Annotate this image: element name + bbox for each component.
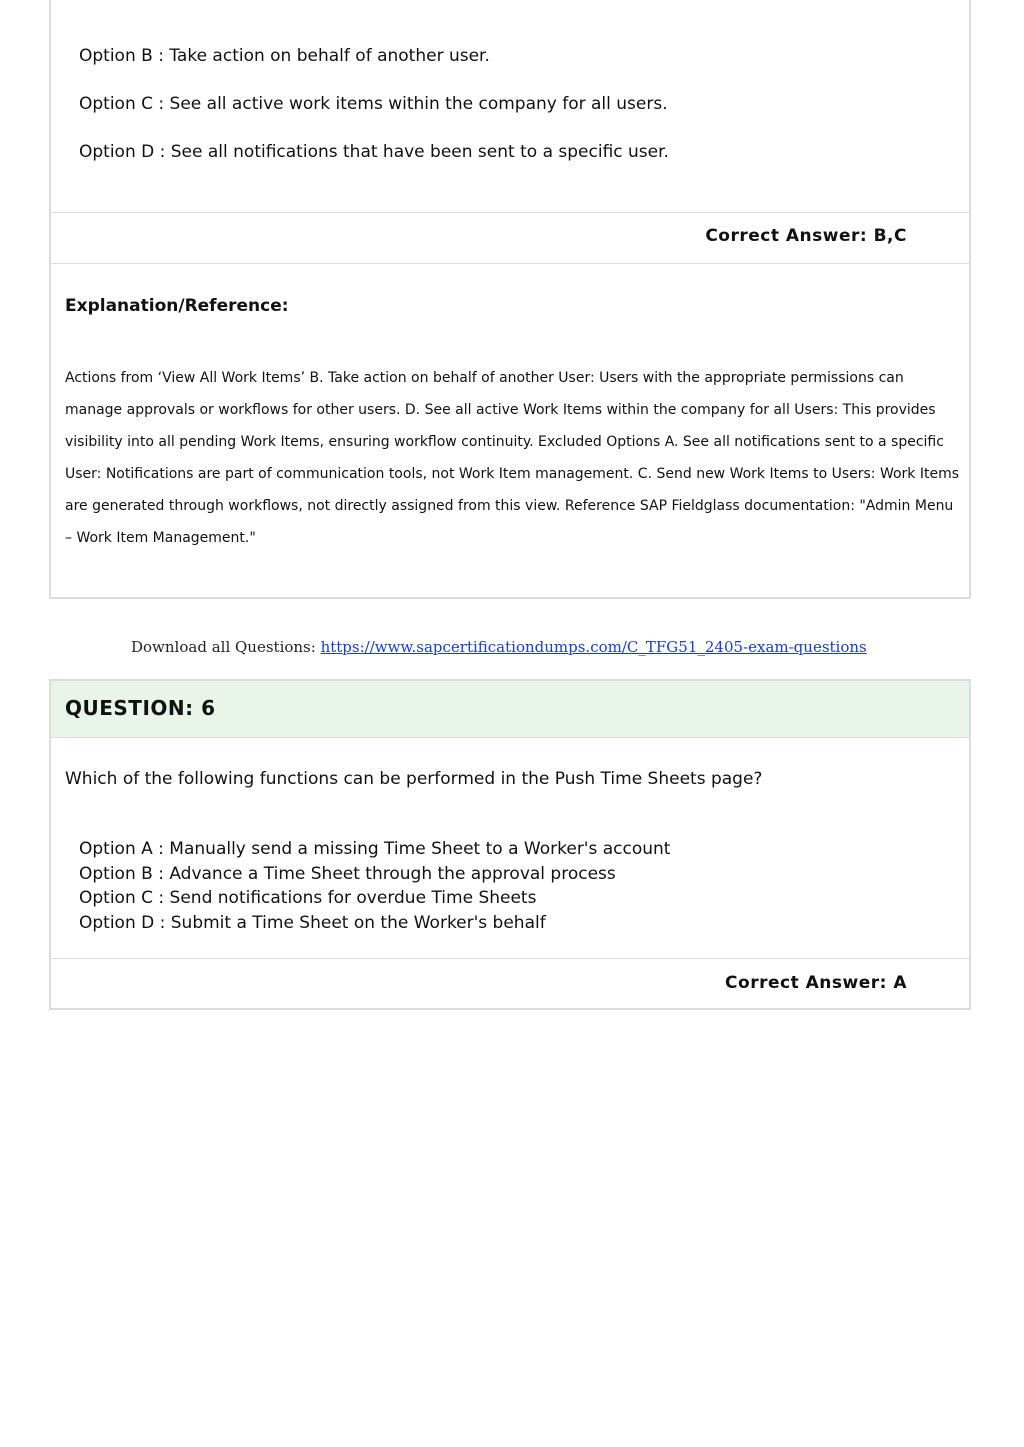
download-link[interactable]: https://www.sapcertificationdumps.com/C_TFG51_2405-exam-questions — [320, 638, 867, 656]
q5-option-b: Option B : Take action on behalf of another user. — [79, 46, 490, 66]
q5-option-c: Option C : See all active work items within the company for all users. — [79, 94, 668, 114]
q6-correct-answer: Correct Answer: A — [725, 973, 907, 993]
question-header — [51, 681, 969, 738]
q6-option-d: Option D : Submit a Time Sheet on the Worker's behalf — [79, 912, 546, 933]
divider — [51, 263, 969, 264]
q6-options — [79, 837, 670, 935]
question-6-card — [49, 679, 971, 1010]
explanation-text: Actions from ‘View All Work Items’ B. Take action on behalf of another User: Users with the appropriate permissions can manage approvals or workflows for other users. D. See all active Work Items within the company for all Users: This provides visibility into all pending Work Items, ensuring workflow continuity. Excluded Options A. See all notifications sent to a specific User: Notifications are part of communication tools, not Work Item management. C. Send new Work Items to Users: Work Items are generated through workflows, not directly assigned from this view. Reference SAP Fieldglass documentation: "Admin Menu – Work Item Management." — [65, 370, 960, 546]
q6-option-b: Option B : Advance a Time Sheet through the approval process — [79, 863, 616, 884]
question-number: QUESTION: 6 — [65, 696, 216, 720]
divider — [51, 212, 969, 213]
divider — [51, 958, 969, 959]
q6-option-a: Option A : Manually send a missing Time Sheet to a Worker's account — [79, 839, 671, 859]
question-text: Which of the following functions can be performed in the Push Time Sheets page? — [65, 769, 763, 789]
download-line — [131, 638, 867, 656]
q5-correct-answer: Correct Answer: B,C — [705, 226, 907, 246]
explanation-title: Explanation/Reference: — [65, 296, 289, 316]
q6-option-c: Option C : Send notifications for overdue Time Sheets — [79, 888, 537, 908]
q5-options — [79, 44, 669, 188]
question-5-card — [49, 0, 971, 599]
q5-option-d: Option D : See all notifications that have been sent to a specific user. — [79, 142, 669, 162]
download-label: Download all Questions: — [131, 638, 321, 656]
